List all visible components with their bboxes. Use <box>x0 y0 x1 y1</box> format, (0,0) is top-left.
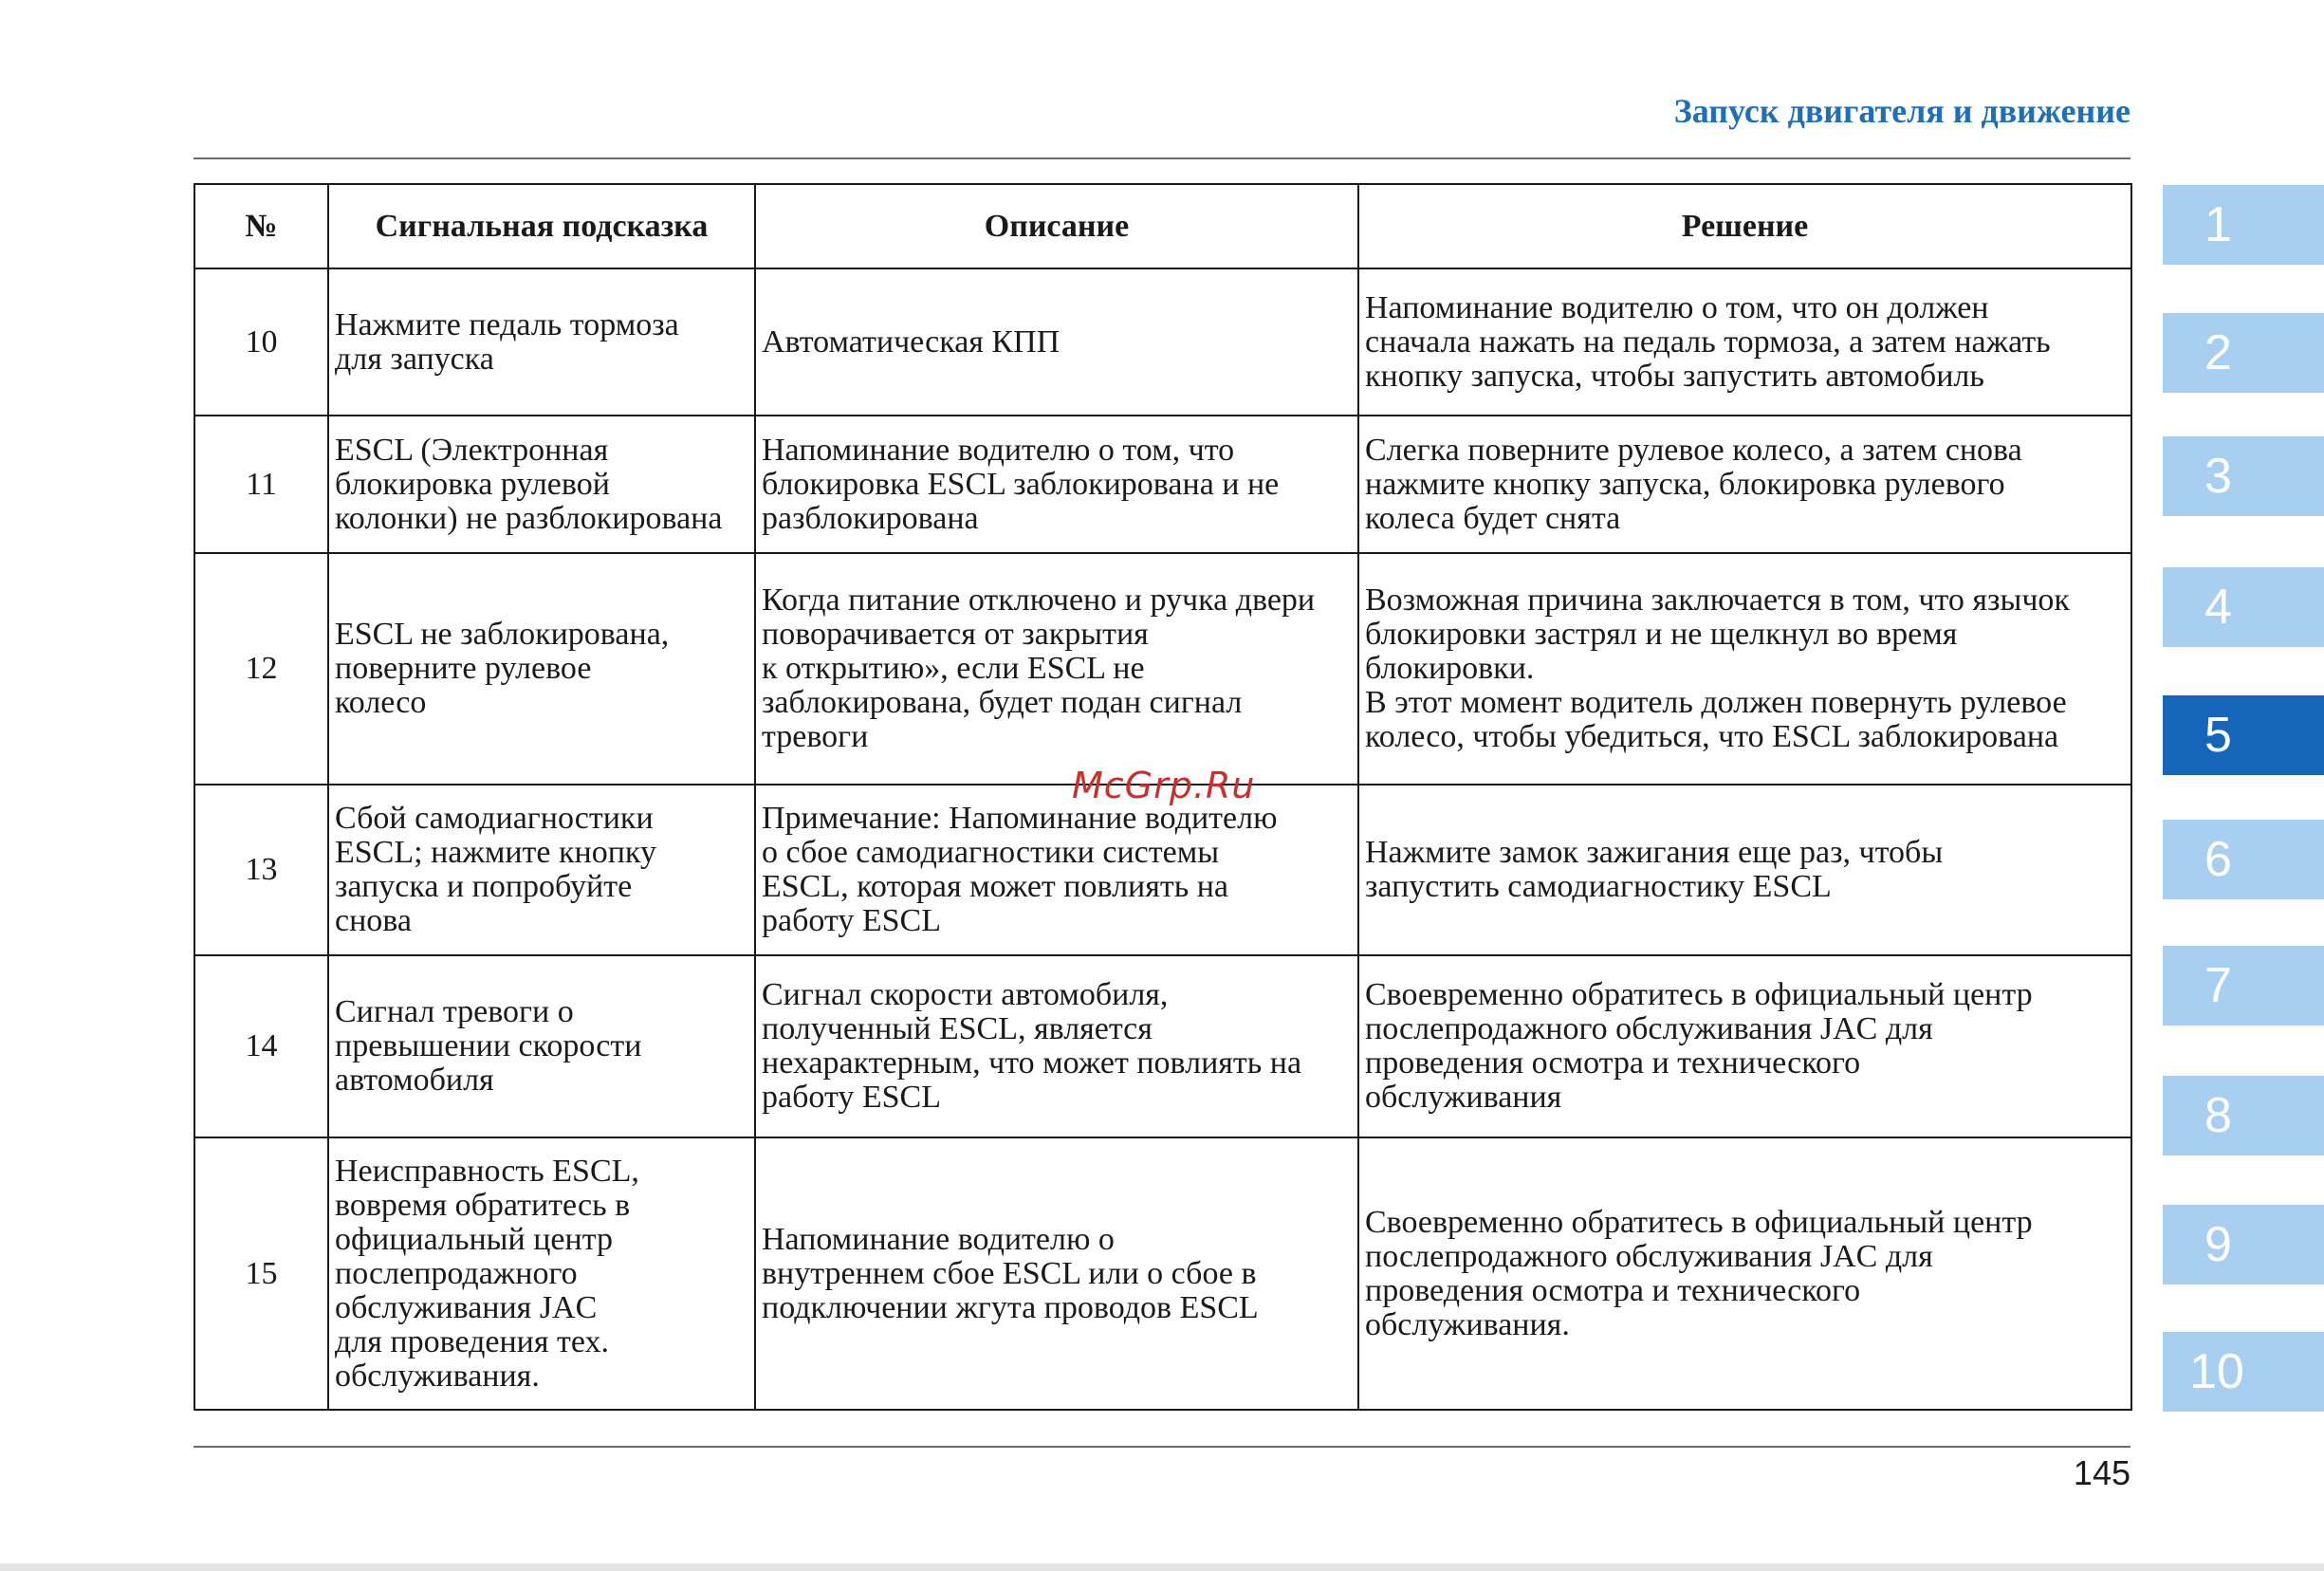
table-row <box>194 1137 2131 1410</box>
row-description: Примечание: Напоминание водителю о сбое самодиагностики системы ESCL, которая может повлиять на работу ESCL <box>755 785 1358 955</box>
chapter-tab-7[interactable]: 7 <box>2163 946 2324 1026</box>
page-edge <box>0 1563 2324 1571</box>
row-solution: Нажмите замок зажигания еще раз, чтобы запустить самодиагностику ESCL <box>1358 785 2131 955</box>
watermark: McGrp.Ru <box>1072 765 1256 806</box>
row-solution: Возможная причина заключается в том, что язычок блокировки застрял и не щелкнул во время блокировки. В этот момент водитель должен повернуть рулевое колесо, чтобы убедиться, что ESCL заблокирована <box>1358 553 2131 785</box>
row-number: 14 <box>194 955 328 1137</box>
row-number: 10 <box>194 268 328 416</box>
column-header-prompt: Сигнальная подсказка <box>328 184 755 268</box>
chapter-tab-10[interactable]: 10 <box>2163 1332 2324 1412</box>
chapter-tab-2[interactable]: 2 <box>2163 313 2324 393</box>
row-solution: Своевременно обратитесь в официальный центр послепродажного обслуживания JAC для проведения осмотра и технического обслуживания <box>1358 955 2131 1137</box>
row-description: Автоматическая КПП <box>755 268 1358 416</box>
row-prompt: ESCL (Электронная блокировка рулевой колонки) не разблокирована <box>328 416 755 553</box>
row-number: 13 <box>194 785 328 955</box>
row-description: Сигнал скорости автомобиля, полученный ESCL, является нехарактерным, что может повлиять на работу ESCL <box>755 955 1358 1137</box>
chapter-tab-4[interactable]: 4 <box>2163 567 2324 647</box>
table-row <box>194 955 2131 1137</box>
row-solution: Слегка поверните рулевое колесо, а затем снова нажмите кнопку запуска, блокировка рулевого колеса будет снята <box>1358 416 2131 553</box>
chapter-tab-8[interactable]: 8 <box>2163 1076 2324 1155</box>
header-divider <box>194 157 2130 159</box>
table-row <box>194 553 2131 785</box>
table-row <box>194 785 2131 955</box>
row-description: Напоминание водителю о том, что блокировка ESCL заблокирована и не разблокирована <box>755 416 1358 553</box>
column-header-number: № <box>194 184 328 268</box>
row-prompt: Сигнал тревоги о превышении скорости автомобиля <box>328 955 755 1137</box>
column-header-solution: Решение <box>1358 184 2131 268</box>
footer-divider <box>194 1446 2130 1448</box>
row-description: Напоминание водителю о внутреннем сбое ESCL или о сбое в подключении жгута проводов ESCL <box>755 1137 1358 1410</box>
row-solution: Своевременно обратитесь в официальный центр послепродажного обслуживания JAC для проведения осмотра и технического обслуживания. <box>1358 1137 2131 1410</box>
row-prompt: Сбой самодиагностики ESCL; нажмите кнопку запуска и попробуйте снова <box>328 785 755 955</box>
row-description: Когда питание отключено и ручка двери поворачивается от закрытия к открытию», если ESCL не заблокирована, будет подан сигнал тревоги <box>755 553 1358 785</box>
chapter-tab-3[interactable]: 3 <box>2163 436 2324 516</box>
table-row <box>194 268 2131 416</box>
table-row <box>194 416 2131 553</box>
chapter-tab-9[interactable]: 9 <box>2163 1205 2324 1285</box>
chapter-tab-6[interactable]: 6 <box>2163 820 2324 899</box>
row-prompt: Нажмите педаль тормоза для запуска <box>328 268 755 416</box>
row-solution: Напоминание водителю о том, что он должен сначала нажать на педаль тормоза, а затем нажать кнопку запуска, чтобы запустить автомобиль <box>1358 268 2131 416</box>
row-prompt: Неисправность ESCL, вовремя обратитесь в официальный центр послепродажного обслуживания JAC для проведения тех. обслуживания. <box>328 1137 755 1410</box>
row-prompt: ESCL не заблокирована, поверните рулевое колесо <box>328 553 755 785</box>
row-number: 15 <box>194 1137 328 1410</box>
row-number: 12 <box>194 553 328 785</box>
table-header-row <box>194 184 2131 268</box>
section-title: Запуск двигателя и движение <box>1673 92 2130 130</box>
column-header-description: Описание <box>755 184 1358 268</box>
row-number: 11 <box>194 416 328 553</box>
chapter-tab-5[interactable]: 5 <box>2163 695 2324 775</box>
chapter-tab-1[interactable]: 1 <box>2163 185 2324 265</box>
page-number: 145 <box>2073 1453 2130 1492</box>
